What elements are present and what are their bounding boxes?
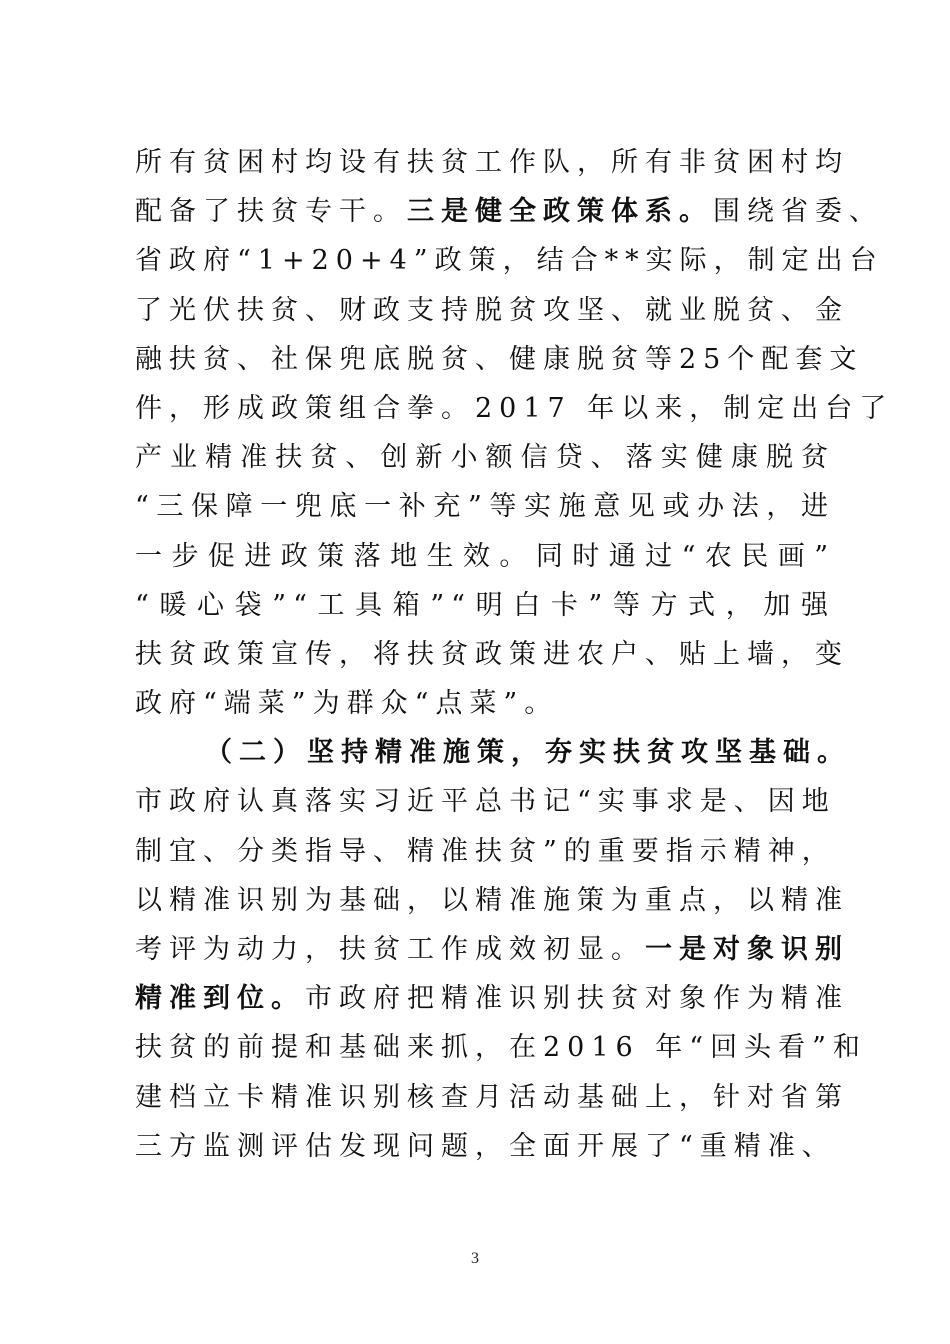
text-segment: 了光伏扶贫、财政支持脱贫攻坚、就业脱贫、金 [135, 294, 849, 326]
text-line [135, 187, 883, 236]
text-line [135, 777, 835, 826]
text-segment: 一步促进政策落地生效。同时通过“农民画” [135, 540, 835, 572]
text-line [135, 679, 835, 728]
text-line [135, 236, 884, 285]
text-segment: 件，形成政策组合拳。2017 年以来，制定出台了 [135, 392, 894, 424]
text-line [135, 630, 849, 679]
section-heading-line [135, 728, 851, 777]
text-segment: “三保障一兜底一补充”等实施意见或办法，进 [135, 491, 835, 523]
text-line [135, 532, 835, 581]
text-segment: 政府“端菜”为群众“点菜”。 [135, 688, 559, 720]
text-segment: 考评为动力，扶贫工作成效初显。 [135, 934, 645, 965]
text-line [135, 827, 835, 876]
text-line [135, 384, 894, 433]
text-segment: 围绕省委、 [713, 196, 883, 228]
text-line [135, 1073, 849, 1122]
text-segment: 产业精准扶贫、创新小额信贷、落实健康脱贫 [135, 442, 835, 474]
text-segment: 配备了扶贫专干。 [135, 196, 407, 228]
text-line [135, 974, 849, 1023]
text-line [135, 925, 849, 974]
text-segment: 省政府“1+20+4”政策，结合**实际，制定出台 [135, 245, 884, 277]
text-line [135, 138, 849, 187]
text-segment: 所有贫困村均设有扶贫工作队，所有非贫困村均 [135, 147, 849, 178]
bold-phrase: 一是对象识别 [645, 934, 849, 965]
text-line [135, 581, 835, 630]
text-segment: 建档立卡精准识别核查月活动基础上，针对省第 [135, 1081, 849, 1113]
bold-phrase: 精准到位。 [135, 983, 305, 1015]
text-line [135, 876, 849, 925]
text-segment: 扶贫政策宣传，将扶贫政策进农户、贴上墙，变 [135, 638, 849, 670]
text-line [135, 1122, 835, 1171]
text-line [135, 482, 835, 531]
text-segment: 制宜、分类指导、精准扶贫”的重要指示精神， [135, 835, 836, 867]
text-line [135, 335, 864, 384]
text-segment: 以精准识别为基础，以精准施策为重点，以精准 [135, 884, 849, 916]
text-segment: 扶贫的前提和基础来抓，在2016 年“回头看”和 [135, 1032, 867, 1064]
text-segment: 融扶贫、社保兜底脱贫、健康脱贫等25个配套文 [135, 343, 864, 375]
body-text [135, 138, 894, 1171]
text-segment: 三方监测评估发现问题，全面开展了“重精准、 [135, 1130, 836, 1162]
bold-phrase: 三是健全政策体系。 [407, 196, 713, 228]
page-number: 3 [471, 1250, 479, 1267]
text-segment: 市政府认真落实习近平总书记“实事求是、因地 [135, 786, 836, 818]
bold-phrase: （二）坚持精准施策，夯实扶贫攻坚基础。 [205, 737, 851, 769]
text-segment: 市政府把精准识别扶贫对象作为精准 [305, 983, 849, 1015]
text-line [135, 286, 849, 335]
text-line [135, 1023, 867, 1072]
text-segment: “暖心袋”“工具箱”“明白卡”等方式，加强 [135, 589, 835, 621]
text-line [135, 433, 835, 482]
